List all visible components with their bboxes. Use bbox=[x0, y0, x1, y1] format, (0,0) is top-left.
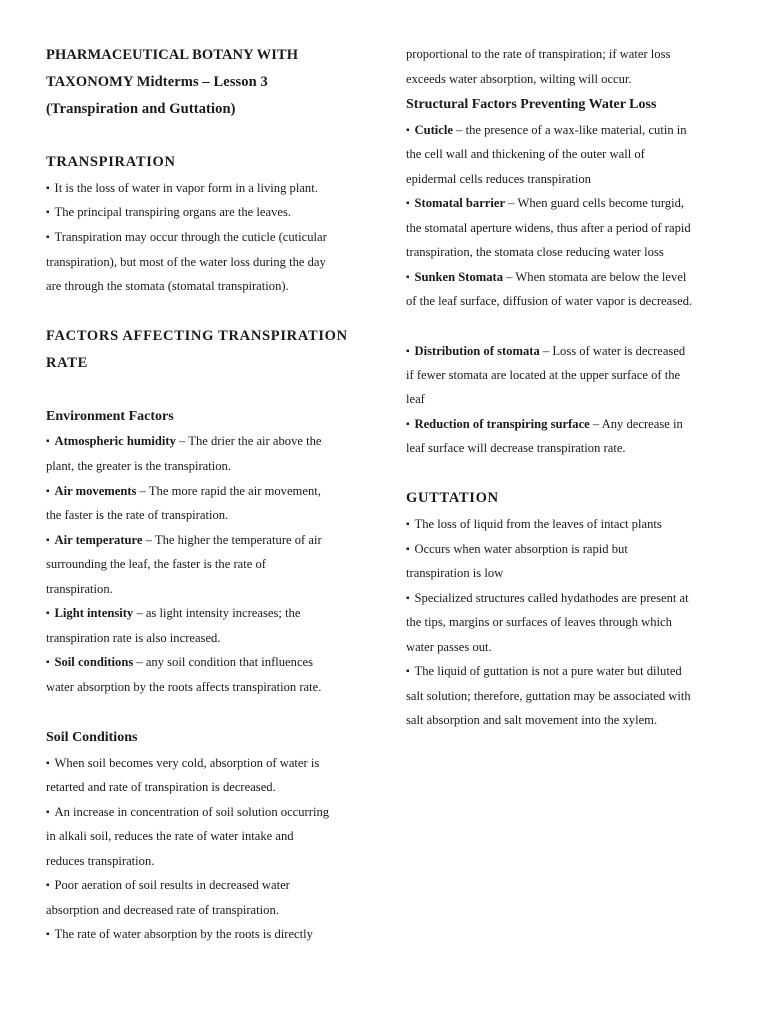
guttation-line: the tips, margins or surfaces of leaves through which bbox=[406, 615, 672, 629]
factor-air-movements: ▪ Air movements – The more rapid the air movement, bbox=[46, 484, 321, 498]
transpiration-line: ▪ It is the loss of water in vapor form in a living plant. bbox=[46, 181, 318, 195]
structural-line: leaf bbox=[406, 392, 425, 406]
soil-line: ▪ Poor aeration of soil results in decreased water bbox=[46, 878, 290, 892]
soil-line: retarted and rate of transpiration is decreased. bbox=[46, 780, 276, 794]
structural-sunken-stomata: ▪ Sunken Stomata – When stomata are below the level bbox=[406, 270, 687, 284]
structural-reduction-of-transpiring-surface: ▪ Reduction of transpiring surface – Any decrease in bbox=[406, 417, 683, 431]
transpiration-line: ▪ Transpiration may occur through the cuticle (cuticular bbox=[46, 230, 327, 244]
soil-line: in alkali soil, reduces the rate of water intake and bbox=[46, 829, 294, 843]
factor-atmospheric-humidity: ▪ Atmospheric humidity – The drier the air above the bbox=[46, 434, 322, 448]
soil-line: ▪ An increase in concentration of soil solution occurring bbox=[46, 805, 330, 819]
transpiration-line: ▪ The principal transpiring organs are the leaves. bbox=[46, 205, 292, 219]
transpiration-heading: TRANSPIRATION bbox=[46, 154, 176, 170]
continued-line: exceeds water absorption, wilting will occur. bbox=[406, 72, 632, 86]
document-title-line-3: (Transpiration and Guttation) bbox=[46, 101, 236, 117]
soil-conditions-heading: Soil Conditions bbox=[46, 730, 138, 745]
factor-line: surrounding the leaf, the faster is the rate of bbox=[46, 557, 266, 571]
bullet-icon: ▪ bbox=[406, 346, 410, 357]
structural-factors-heading: Structural Factors Preventing Water Loss bbox=[406, 97, 657, 112]
continued-line: proportional to the rate of transpiration; if water loss bbox=[406, 47, 671, 61]
structural-line: leaf surface will decrease transpiration rate. bbox=[406, 441, 626, 455]
soil-line: reduces transpiration. bbox=[46, 854, 155, 868]
factor-line: transpiration rate is also increased. bbox=[46, 631, 221, 645]
soil-line: ▪ When soil becomes very cold, absorption of water is bbox=[46, 756, 320, 770]
guttation-line: ▪ Specialized structures called hydathodes are present at bbox=[406, 591, 689, 605]
structural-line: the cell wall and thickening of the outer wall of bbox=[406, 147, 645, 161]
factor-air-temperature: ▪ Air temperature – The higher the temperature of air bbox=[46, 533, 322, 547]
guttation-heading: GUTTATION bbox=[406, 490, 499, 506]
soil-line: ▪ The rate of water absorption by the roots is directly bbox=[46, 927, 313, 941]
guttation-line: ▪ The loss of liquid from the leaves of intact plants bbox=[406, 517, 662, 531]
structural-line: transpiration, the stomata close reducing water loss bbox=[406, 245, 664, 259]
guttation-line: transpiration is low bbox=[406, 566, 504, 580]
guttation-line: water passes out. bbox=[406, 640, 492, 654]
factors-heading-line-1: FACTORS AFFECTING TRANSPIRATION bbox=[46, 328, 348, 344]
bullet-icon: ▪ bbox=[46, 880, 50, 891]
bullet-icon: ▪ bbox=[46, 657, 50, 668]
bullet-icon: ▪ bbox=[46, 207, 50, 218]
guttation-line: salt absorption and salt movement into the xylem. bbox=[406, 713, 658, 727]
bullet-icon: ▪ bbox=[46, 807, 50, 818]
soil-line: absorption and decreased rate of transpiration. bbox=[46, 903, 279, 917]
structural-line: if fewer stomata are located at the upper surface of the bbox=[406, 368, 681, 382]
bullet-icon: ▪ bbox=[46, 436, 50, 447]
bullet-icon: ▪ bbox=[46, 535, 50, 546]
bullet-icon: ▪ bbox=[406, 419, 410, 430]
environment-factors-heading: Environment Factors bbox=[46, 409, 174, 424]
factors-heading-line-2: RATE bbox=[46, 355, 89, 371]
bullet-icon: ▪ bbox=[406, 198, 410, 209]
document-title-line-1: PHARMACEUTICAL BOTANY WITH bbox=[46, 47, 299, 63]
factor-soil-conditions: ▪ Soil conditions – any soil condition that influences bbox=[46, 655, 314, 669]
bullet-icon: ▪ bbox=[406, 544, 410, 555]
structural-line: epidermal cells reduces transpiration bbox=[406, 172, 591, 186]
structural-line: the stomatal aperture widens, thus after a period of rapid bbox=[406, 221, 691, 235]
transpiration-line: are through the stomata (stomatal transpiration). bbox=[46, 279, 289, 293]
bullet-icon: ▪ bbox=[406, 666, 410, 677]
bullet-icon: ▪ bbox=[46, 758, 50, 769]
document-title-line-2: TAXONOMY Midterms – Lesson 3 bbox=[46, 74, 268, 90]
factor-line: water absorption by the roots affects transpiration rate. bbox=[46, 680, 322, 694]
structural-stomatal-barrier: ▪ Stomatal barrier – When guard cells become turgid, bbox=[406, 196, 685, 210]
factor-line: plant, the greater is the transpiration. bbox=[46, 459, 231, 473]
bullet-icon: ▪ bbox=[46, 608, 50, 619]
transpiration-line: transpiration), but most of the water loss during the day bbox=[46, 255, 326, 269]
guttation-line: ▪ The liquid of guttation is not a pure water but diluted bbox=[406, 664, 682, 678]
factor-light-intensity: ▪ Light intensity – as light intensity increases; the bbox=[46, 606, 301, 620]
structural-cuticle: ▪ Cuticle – the presence of a wax-like material, cutin in bbox=[406, 123, 687, 137]
bullet-icon: ▪ bbox=[46, 183, 50, 194]
bullet-icon: ▪ bbox=[406, 519, 410, 530]
bullet-icon: ▪ bbox=[406, 593, 410, 604]
structural-line: of the leaf surface, diffusion of water vapor is decreased. bbox=[406, 294, 693, 308]
factor-line: transpiration. bbox=[46, 582, 113, 596]
bullet-icon: ▪ bbox=[46, 486, 50, 497]
bullet-icon: ▪ bbox=[46, 232, 50, 243]
bullet-icon: ▪ bbox=[406, 272, 410, 283]
bullet-icon: ▪ bbox=[406, 125, 410, 136]
bullet-icon: ▪ bbox=[46, 929, 50, 940]
guttation-line: salt solution; therefore, guttation may be associated with bbox=[406, 689, 691, 703]
guttation-line: ▪ Occurs when water absorption is rapid but bbox=[406, 542, 628, 556]
structural-distribution-of-stomata: ▪ Distribution of stomata – Loss of water is decreased bbox=[406, 344, 686, 358]
factor-line: the faster is the rate of transpiration. bbox=[46, 508, 229, 522]
